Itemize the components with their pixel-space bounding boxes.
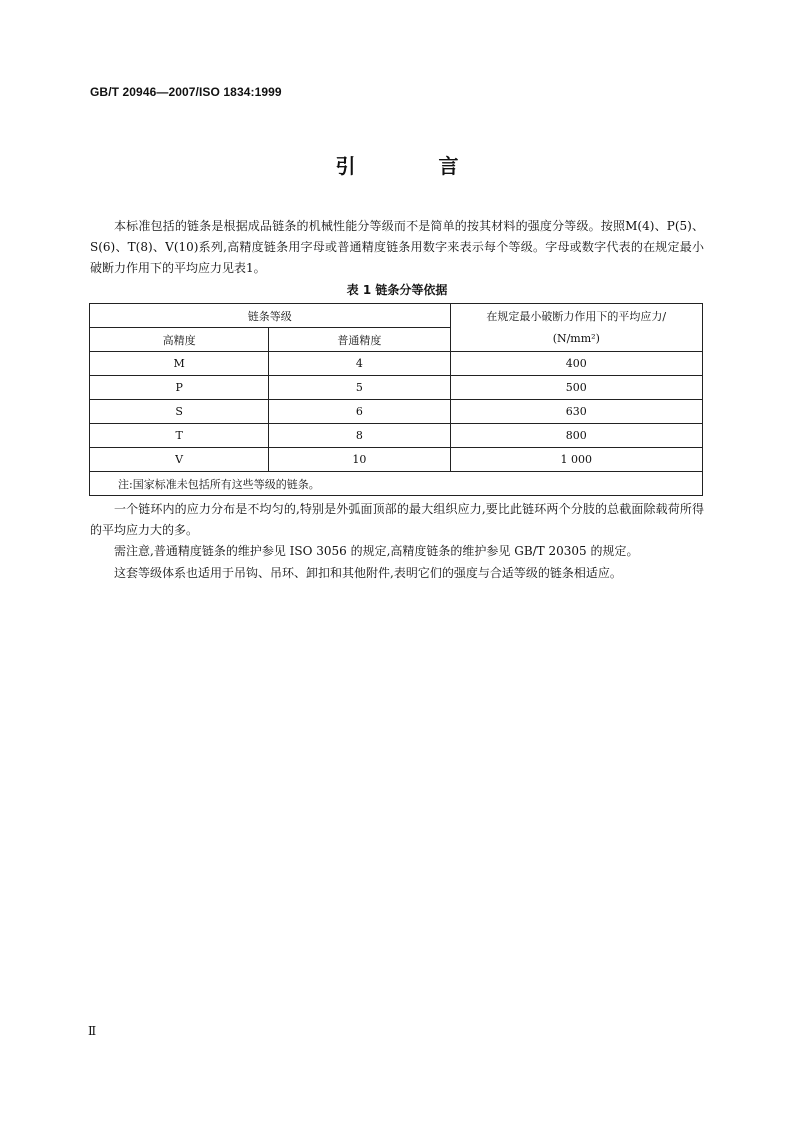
stress-header-line1: 在规定最小破断力作用下的平均应力/ <box>486 309 667 323</box>
table-row <box>90 448 703 472</box>
table-caption: 表 1 链条分等依据 <box>346 283 448 297</box>
grade-group-header: 链条等级 <box>90 304 451 328</box>
normal-grade-cell: 8 <box>269 424 450 448</box>
table-row <box>90 352 703 376</box>
stress-cell: 630 <box>450 400 702 424</box>
page-number: Ⅱ <box>88 1024 97 1038</box>
normal-precision-header: 普通精度 <box>269 328 450 352</box>
normal-grade-cell: 6 <box>269 400 450 424</box>
stress-header <box>450 304 702 352</box>
high-precision-header: 高精度 <box>90 328 269 352</box>
high-grade-cell: T <box>90 424 269 448</box>
page-title: 引 言 <box>335 154 497 178</box>
table-header-row <box>90 304 703 328</box>
chain-grade-table <box>89 303 703 496</box>
stress-cell: 400 <box>450 352 702 376</box>
stress-header-line2: (N/mm²) <box>552 331 600 345</box>
high-grade-cell: S <box>90 400 269 424</box>
normal-grade-cell: 4 <box>269 352 450 376</box>
fittings-paragraph: 这套等级体系也适用于吊钩、吊环、卸扣和其他附件,表明它们的强度与合适等级的链条相适应。 <box>114 566 622 580</box>
table-row <box>90 400 703 424</box>
table-row <box>90 376 703 400</box>
stress-cell: 500 <box>450 376 702 400</box>
table-note: 注:国家标准未包括所有这些等级的链条。 <box>90 472 703 496</box>
normal-grade-cell: 10 <box>269 448 450 472</box>
table-note-row <box>90 472 703 496</box>
high-grade-cell: M <box>90 352 269 376</box>
normal-grade-cell: 5 <box>269 376 450 400</box>
intro-paragraph: 本标准包括的链条是根据成品链条的机械性能分等级而不是简单的按其材料的强度分等级。按照M(4)、P(5)、S(6)、T(8)、V(10)系列,高精度链条用字母或普通精度链条用数字来表示每个等级。字母或数字代表的在规定最小破断力作用下的平均应力见表1。 <box>90 219 704 275</box>
stress-cell: 800 <box>450 424 702 448</box>
table-row <box>90 424 703 448</box>
stress-distribution-paragraph: 一个链环内的应力分布是不均匀的,特别是外弧面顶部的最大组织应力,要比此链环两个分肢的总截面除载荷所得的平均应力大的多。 <box>90 502 704 537</box>
stress-cell: 1 000 <box>450 448 702 472</box>
maintenance-paragraph: 需注意,普通精度链条的维护参见 ISO 3056 的规定,高精度链条的维护参见 GB/T 20305 的规定。 <box>114 544 639 558</box>
high-grade-cell: V <box>90 448 269 472</box>
standard-number-header: GB/T 20946—2007/ISO 1834:1999 <box>90 85 282 99</box>
high-grade-cell: P <box>90 376 269 400</box>
